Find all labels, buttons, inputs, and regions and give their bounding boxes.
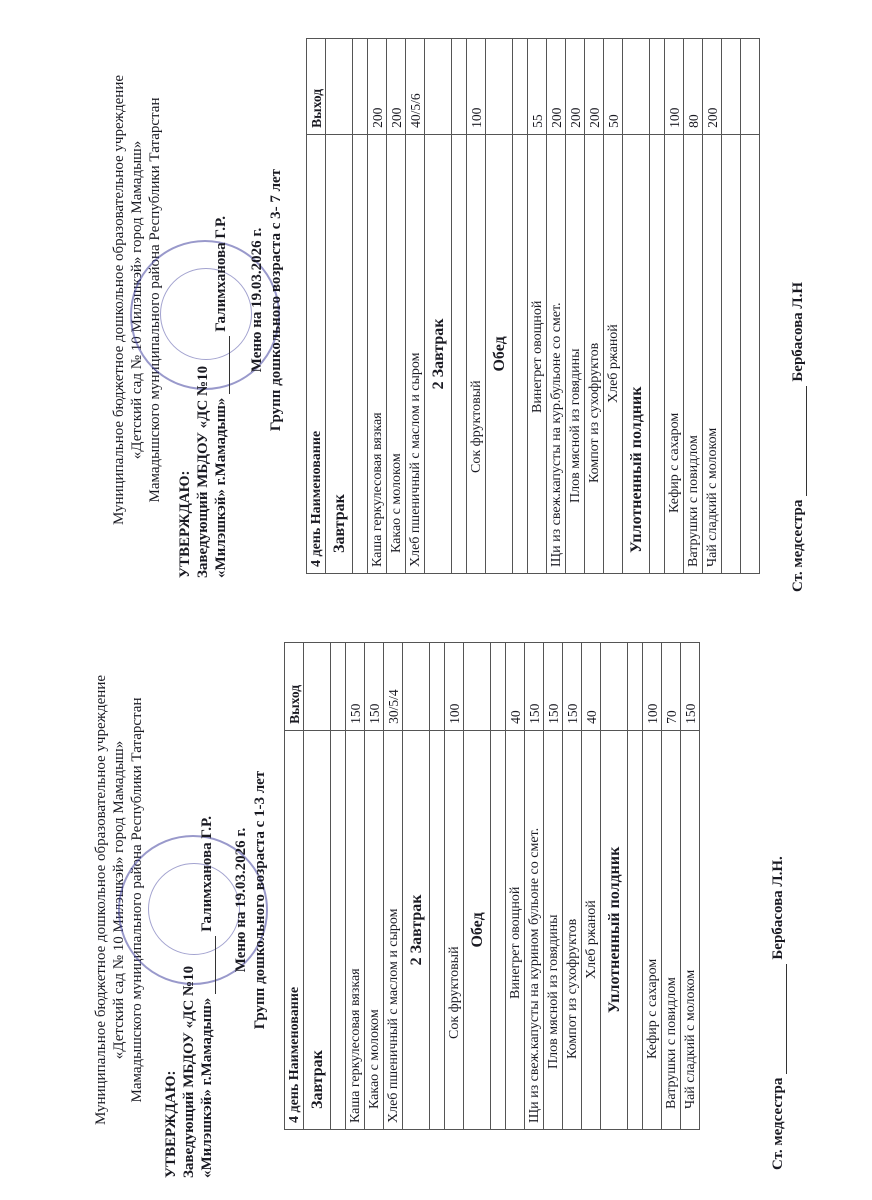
age-group: Групп дошкольного возраста с 1-3 лет [252,770,268,1030]
dish-name: Кефир с сахаром [665,134,684,573]
dish-qty: 80 [684,39,703,135]
dish-qty: 100 [643,643,662,731]
dish-name: Каша геркулесовая вязкая [368,134,387,573]
dish-name: Ватрушки с повидлом [662,730,681,1129]
section-title: Уплотненный полдник [601,730,628,1129]
dish-qty: 40 [506,643,525,731]
signature [215,936,216,994]
dish-qty: 40/5/6 [406,39,425,135]
menu-heading [248,0,286,600]
section-title: 2 Завтрак [403,730,430,1129]
approve-title: УТВЕРЖДАЮ: [163,1070,179,1178]
menu-sheet-1-3 [0,600,872,1200]
org-line: Мамадышского муниципального района Республики Татарстан [147,97,163,503]
section-title: Завтрак [326,134,353,573]
dish-name: Чай сладкий с молоком [703,134,722,573]
org-line: Муниципальное бюджетное дошкольное образовательное учреждение [93,675,109,1125]
dish-name: Хлеб пшеничный с маслом и сыром [406,134,425,573]
dish-qty: 200 [703,39,722,135]
dish-name: Щи из свеж.капусты на кур.бульоне со смет. [547,134,566,573]
dish-qty: 150 [365,643,384,731]
org-line: Муниципальное бюджетное дошкольное образовательное учреждение [111,75,127,525]
menu-table [306,38,760,574]
menu-heading [232,600,270,1200]
signature [229,336,230,394]
column-header-qty: Выход [307,39,326,135]
dish-qty: 200 [368,39,387,135]
org-line: «Детский сад № 10 Милэшкэй» город Мамадыш» [129,140,145,460]
dish-qty: 40 [582,643,601,731]
approval-block [176,216,230,578]
section-title: Уплотненный полдник [623,134,650,573]
dish-name: Щи из свеж.капусты на курином бульоне со смет. [525,730,544,1129]
section-title: 2 Завтрак [425,134,452,573]
org-line: Мамадышского муниципального района Республики Татарстан [129,697,145,1103]
column-header-name: 4 день Наименование [307,134,326,573]
section-title: Завтрак [304,730,331,1129]
approve-signature-line [198,816,216,1178]
dish-name: Компот из сухофруктов [563,730,582,1129]
dish-name: Каша геркулесовая вязкая [346,730,365,1129]
approve-title: УТВЕРЖДАЮ: [177,470,193,578]
approve-org: «Милэшкэй» г.Мамадыш» [213,397,229,578]
dish-qty: 200 [547,39,566,135]
column-header-qty: Выход [285,643,304,731]
dish-qty: 100 [467,39,486,135]
dish-qty: 70 [662,643,681,731]
dish-name: Плов мясной из говядины [544,730,563,1129]
signature [806,386,807,496]
section-title: Обед [486,134,513,573]
menu-date: Меню на 19.03.2026 г. [249,227,265,373]
nurse-label: Ст. медсестра [770,1077,786,1170]
column-header-name: 4 день Наименование [285,730,304,1129]
approval-block [162,816,216,1178]
org-line: «Детский сад № 10 Милэшкэй» город Мамадыш» [111,740,127,1060]
dish-name: Хлеб ржаной [604,134,623,573]
dish-name: Винегрет овощной [528,134,547,573]
dish-qty: 150 [563,643,582,731]
approve-position: Заведующий МБДОУ «ДС №10 [181,965,197,1178]
dish-qty: 200 [566,39,585,135]
dish-name: Чай сладкий с молоком [681,730,700,1129]
dish-name: Хлеб пшеничный с маслом и сыром [384,730,403,1129]
dish-name: Кефир с сахаром [643,730,662,1129]
dish-name: Компот из сухофруктов [585,134,604,573]
dish-qty: 150 [346,643,365,731]
approve-name: Галимханова Г.Р. [213,216,229,332]
dish-name: Винегрет овощной [506,730,525,1129]
menu-table [284,642,700,1130]
dish-qty: 200 [585,39,604,135]
dish-qty: 100 [665,39,684,135]
dish-qty: 50 [604,39,623,135]
dish-name: Хлеб ржаной [582,730,601,1129]
dish-name: Ватрушки с повидлом [684,134,703,573]
dish-name: Плов мясной из говядины [566,134,585,573]
approve-name: Галимханова Г.Р. [199,816,215,932]
dish-name: Сок фруктовый [467,134,486,573]
approve-signature-line [212,216,230,578]
nurse-signature-block [770,856,787,1170]
nurse-name: Бербасова Л.Н. [770,856,786,960]
nurse-label: Ст. медсестра [790,499,806,592]
dish-qty: 200 [387,39,406,135]
age-group: Групп дошкольного возраста с 3- 7 лет [268,168,284,432]
dish-qty: 150 [544,643,563,731]
dish-qty: 30/5/4 [384,643,403,731]
dish-qty: 150 [681,643,700,731]
signature [786,964,787,1074]
nurse-signature-block [790,282,807,592]
dish-qty: 55 [528,39,547,135]
nurse-name: Бербасова Л.Н [790,281,806,382]
approve-position: Заведующий МБДОУ «ДС №10 [195,365,211,578]
dish-name: Сок фруктовый [445,730,464,1129]
dish-qty: 100 [445,643,464,731]
dish-name: Какао с молоком [387,134,406,573]
dish-qty: 150 [525,643,544,731]
dish-name: Какао с молоком [365,730,384,1129]
section-title: Обед [464,730,491,1129]
menu-date: Меню на 19.03.2026 г. [233,827,249,973]
approve-org: «Милэшкэй» г.Мамадыш» [199,997,215,1178]
